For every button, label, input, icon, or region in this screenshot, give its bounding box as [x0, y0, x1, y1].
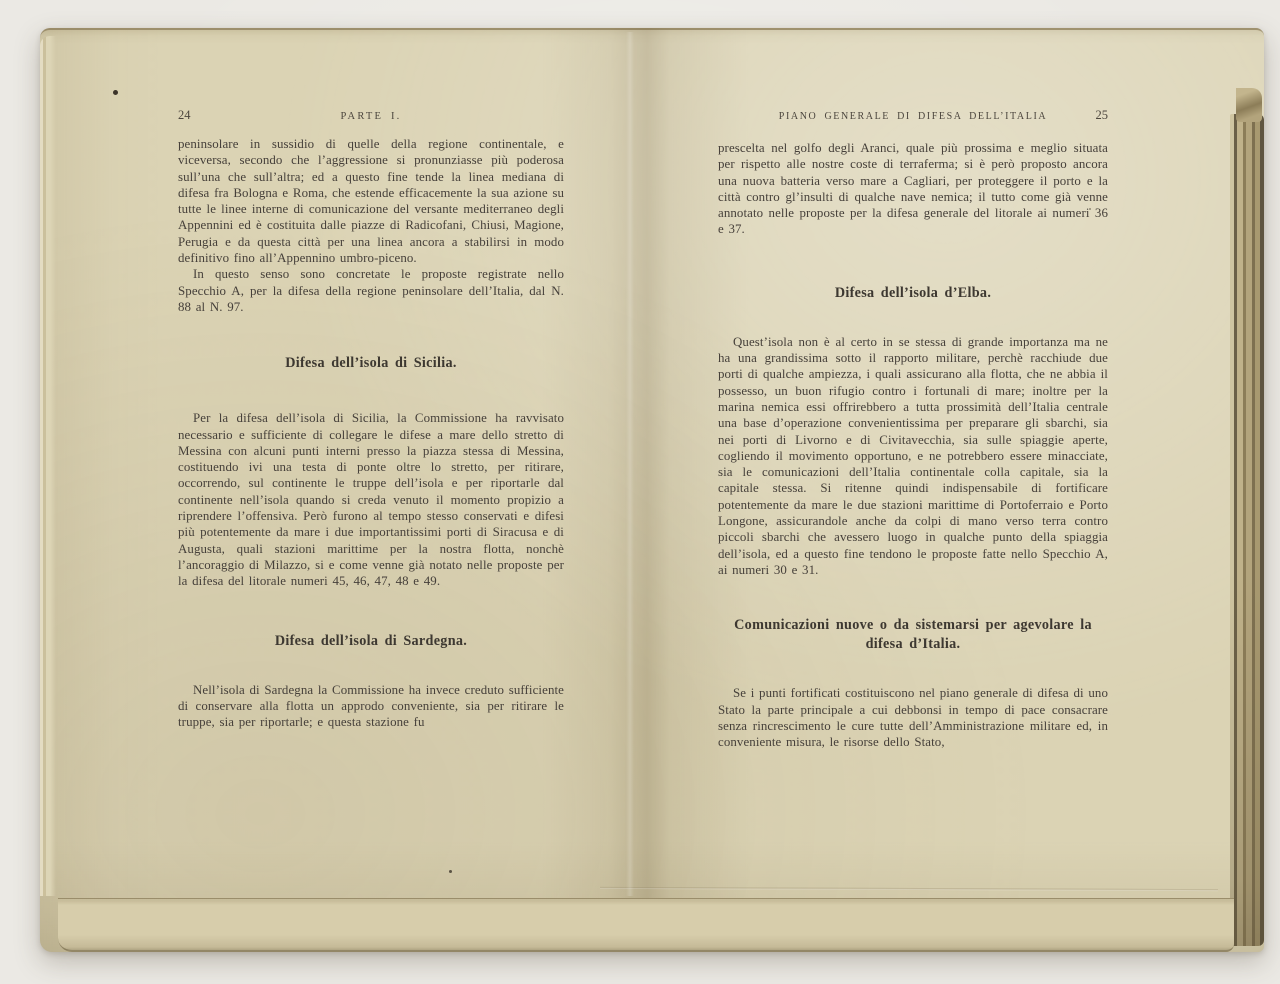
- paragraph-continuation: peninsolare in sussidio di quelle della regione continentale, e viceversa, secondo che l’aggressione si pronunziasse più poderosa sull’una che sull’altra; ed a questo fine tende la linea mediana di difesa fra Bologna e Roma, che estende efficacemente la sua azione su tutte le linee interne di comunicazione del versante mediterraneo degli Appennini ed è costituita dalle piazze di Radicofani, Chiusi, Magione, Perugia e da questa città per una linea ancora a stabilirsi in modo definitivo fino all’Appennino umbro-piceno.: [178, 137, 564, 266]
- paper-speck: [449, 870, 452, 873]
- left-running-header-title: PARTE I.: [340, 111, 402, 122]
- left-page-number: 24: [178, 108, 191, 122]
- section-heading-comunicazioni: Comunicazioni nuove o da sistemarsi per agevolare la difesa d’Italia.: [734, 617, 1092, 653]
- right-running-header-title: PIANO GENERALE DI DIFESA DELL’ITALIA: [778, 111, 1048, 122]
- right-running-head: [718, 108, 1108, 123]
- paper-speck: [113, 90, 118, 95]
- section-heading-sardegna: Difesa dell’isola di Sardegna.: [274, 632, 468, 649]
- section-heading-elba: Difesa dell’isola d’Elba.: [834, 284, 992, 301]
- left-running-head: [178, 108, 564, 123]
- paragraph-continuation: prescelta nel golfo degli Aranci, quale più prossima e meglio situata per rispetto alle nostre coste di terraferma; si è però proposto ancora una nuova batteria verso mare a Cagliari, per proteggere il porto e la città contro gl’insulti di qualche nave nemica; il tutto come già venne annotato nelle proposte per la difesa generale del litorale ai numeri 36 e 37.: [718, 141, 1108, 237]
- open-book: [40, 28, 1264, 952]
- bottom-page-stack: [58, 898, 1234, 952]
- fore-edge-top-corner: [1236, 88, 1262, 122]
- right-page-number: 25: [1095, 108, 1108, 122]
- left-page-curl-edge: [40, 36, 56, 896]
- left-page: [178, 108, 564, 730]
- book-gutter-fold: [626, 32, 634, 896]
- fore-edge-page-stack: [1230, 114, 1264, 946]
- section-heading-sicilia: Difesa dell’isola di Sicilia.: [285, 355, 457, 372]
- paragraph: Se i punti fortificati costituiscono nel piano generale di difesa di uno Stato la parte principale a cui debbonsi in tempo di pace consacrare senza rincrescimento le cure tutte dell’Amministrazione militare ed, in conveniente misura, le risorse dello Stato,: [718, 686, 1108, 750]
- bottom-fold-crease: [600, 887, 1218, 891]
- paragraph: Nell’isola di Sardegna la Commissione ha invece creduto sufficiente di conservare alla flotta un approdo conveniente, sia per ritirare le truppe, sia per riportarle; e questa stazione fu: [178, 682, 564, 730]
- right-page: [718, 108, 1108, 750]
- paragraph: Quest’isola non è al certo in se stessa di grande importanza ma ne ha una grandissima sotto il rapporto militare, perchè racchiude due porti di qualche ampiezza, i quali assicurano alla flotta, che ne abbia il possesso, un buon rifugio contro i fortunali di mare; inoltre per la marina nemica essi offrirebbero a tutta prossimità dell’Italia centrale una base d’operazione convenientissima per preparare gli sbarchi, sia nei porti di Livorno e di Civitavecchia, sia sulle spiaggie aperte, cogliendo il movimento opportuno, e ne potrebbero essere minacciate, sia le comunicazioni dell’Italia continentale colla capitale, sia la capitale stessa. Si ritenne quindi indispensabile di fortificare potentemente da mare le due stazioni marittime di Portoferraio e Porto Longone, assicurandole anche da colpi di mano verso terra contro piccoli sbarchi che avessero luogo in qualche punto della spiaggia dell’isola, ed a questo fine tendono le proposte fatte nello Specchio A, ai numeri 30 e 31.: [718, 334, 1108, 577]
- paragraph: Per la difesa dell’isola di Sicilia, la Commissione ha ravvisato necessario e sufficiente di collegare le difese a mare dello stretto di Messina con alcuni punti interni presso la piazza stessa di Messina, costituendo ivi una testa di ponte oltre lo stretto, per ritirare, occorrendo, sul continente le truppe dell’isola e per riportarle dal continente nell’isola quando si creda venuto il momento propizio a riprendere l’offensiva. Però furono al tempo stesso conservati e difesi più potentemente da mare i due importantissimi porti di Siracusa e di Augusta, quali stazioni marittime per la nostra flotta, nonchè l’ancoraggio di Milazzo, si e come venne già notato nelle proposte per la difesa del litorale numeri 45, 46, 47, 48 e 49.: [178, 411, 564, 589]
- paragraph: In questo senso sono concretate le proposte registrate nello Specchio A, per la difesa della regione peninsolare dell’Italia, dal N. 88 al N. 97.: [178, 267, 564, 314]
